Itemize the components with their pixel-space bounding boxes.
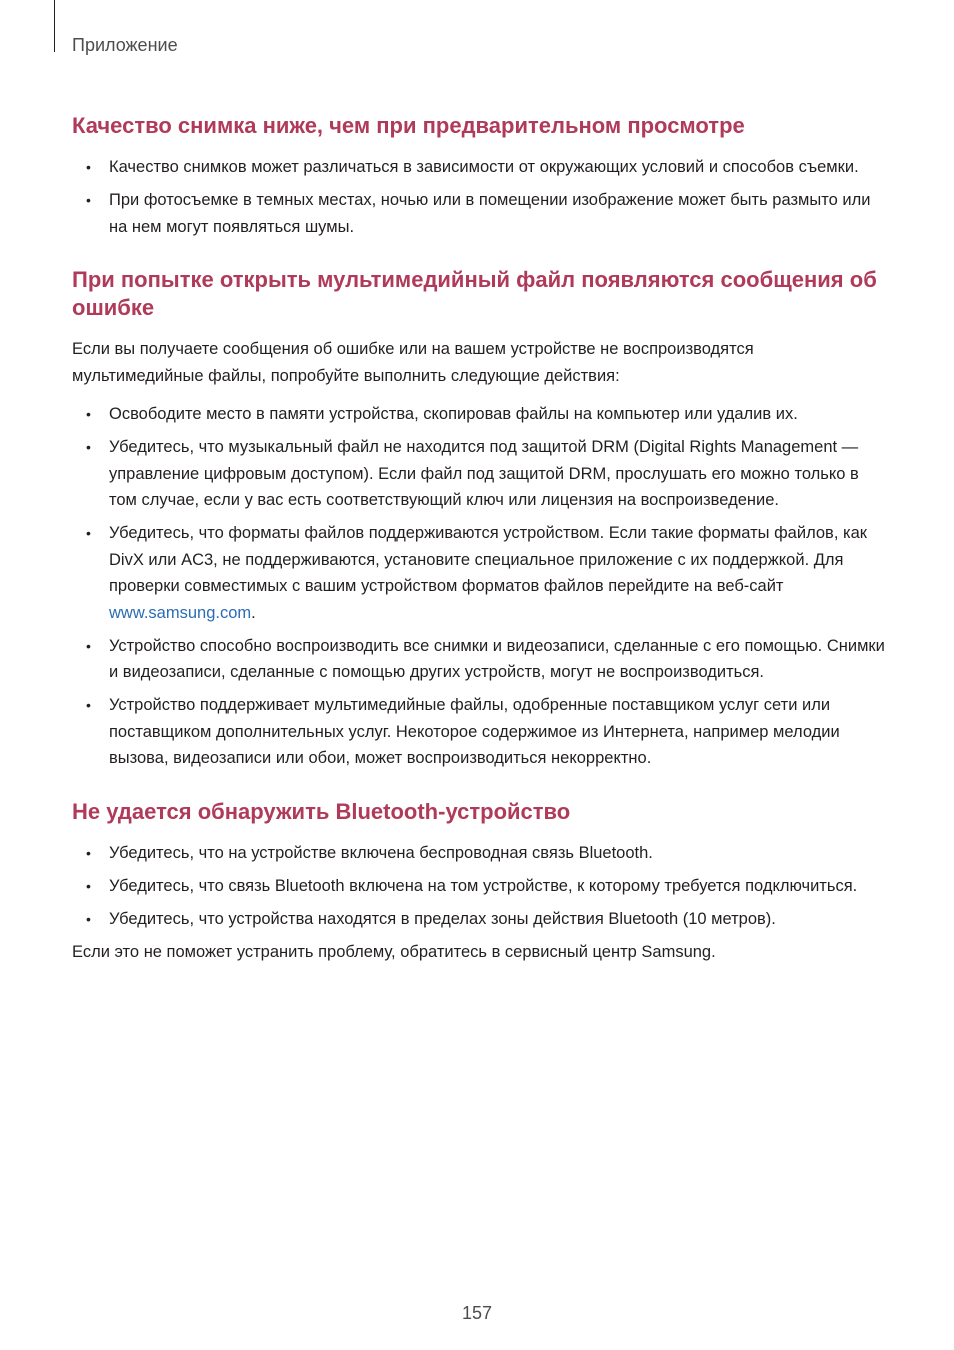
section-media-errors: [72, 266, 887, 772]
section-heading: Качество снимка ниже, чем при предварительном просмотре: [72, 113, 745, 138]
section-heading: При попытке открыть мультимедийный файл появляются сообщения об ошибке: [72, 267, 877, 320]
bullet-icon: •: [86, 877, 91, 894]
list-item: • Убедитесь, что связь Bluetooth включена на том устройстве, к которому требуется подключиться.: [72, 873, 887, 900]
list-item: • При фотосъемке в темных местах, ночью или в помещении изображение может быть размыто или на нем могут появляться шумы.: [72, 187, 887, 240]
list-item: • Освободите место в памяти устройства, скопировав файлы на компьютер или удалив их.: [72, 401, 887, 428]
list-item: • Устройство поддерживает мультимедийные файлы, одобренные поставщиком услуг сети или поставщиком дополнительных услуг. Некоторое содержимое из Интернета, например мелодии вызова, видеозаписи или обои, может воспроизводиться некорректно.: [72, 692, 887, 772]
section-intro: Если вы получаете сообщения об ошибке или на вашем устройстве не воспроизводятся мультимедийные файлы, попробуйте выполнить следующие действия:: [72, 340, 754, 385]
list-item: • Убедитесь, что форматы файлов поддерживаются устройством. Если такие форматы файлов, как DivX или AC3, не поддерживаются, установите специальное приложение с их поддержкой. Для проверки совместимых с вашим устройством форматов файлов перейдите на веб-сайт www.samsung.com.: [72, 520, 887, 626]
list-item: • Убедитесь, что на устройстве включена беспроводная связь Bluetooth.: [72, 840, 887, 867]
bullet-icon: •: [86, 439, 91, 455]
page-content: [72, 112, 887, 991]
bullet-list: [72, 401, 887, 772]
section-heading: Не удается обнаружить Bluetooth-устройство: [72, 798, 571, 824]
page-margin-rule: [54, 0, 55, 52]
bullet-icon: •: [86, 406, 91, 422]
samsung-website-link[interactable]: www.samsung.com: [109, 603, 252, 622]
bullet-icon: •: [86, 844, 91, 861]
bullet-icon: •: [86, 192, 91, 208]
running-header: Приложение: [72, 35, 178, 55]
page-number: 157: [461, 1303, 493, 1323]
bullet-icon: •: [86, 525, 91, 541]
section-preview-quality: [72, 112, 887, 240]
list-item: • Убедитесь, что музыкальный файл не находится под защитой DRM (Digital Rights Management — управление цифровым доступом). Если файл под защитой DRM, прослушать его можно только в том случае, если у вас есть соответствующий ключ или лицензия на воспроизведение.: [72, 434, 887, 514]
bullet-icon: •: [86, 159, 91, 175]
bullet-list: [72, 840, 887, 933]
list-item: • Убедитесь, что устройства находятся в пределах зоны действия Bluetooth (10 метров).: [72, 906, 887, 933]
bullet-icon: •: [86, 910, 91, 927]
section-outro: Если это не поможет устранить проблему, обратитесь в сервисный центр Samsung.: [72, 942, 716, 961]
section-bluetooth: [72, 798, 887, 966]
bullet-icon: •: [86, 697, 91, 713]
bullet-icon: •: [86, 637, 91, 654]
bullet-list: [72, 154, 887, 240]
list-item: • Устройство способно воспроизводить все снимки и видеозаписи, сделанные с его помощью. Снимки и видеозаписи, сделанные с помощью других устройств, могут не воспроизводиться.: [72, 633, 887, 686]
list-item: • Качество снимков может различаться в зависимости от окружающих условий и способов съемки.: [72, 154, 887, 181]
